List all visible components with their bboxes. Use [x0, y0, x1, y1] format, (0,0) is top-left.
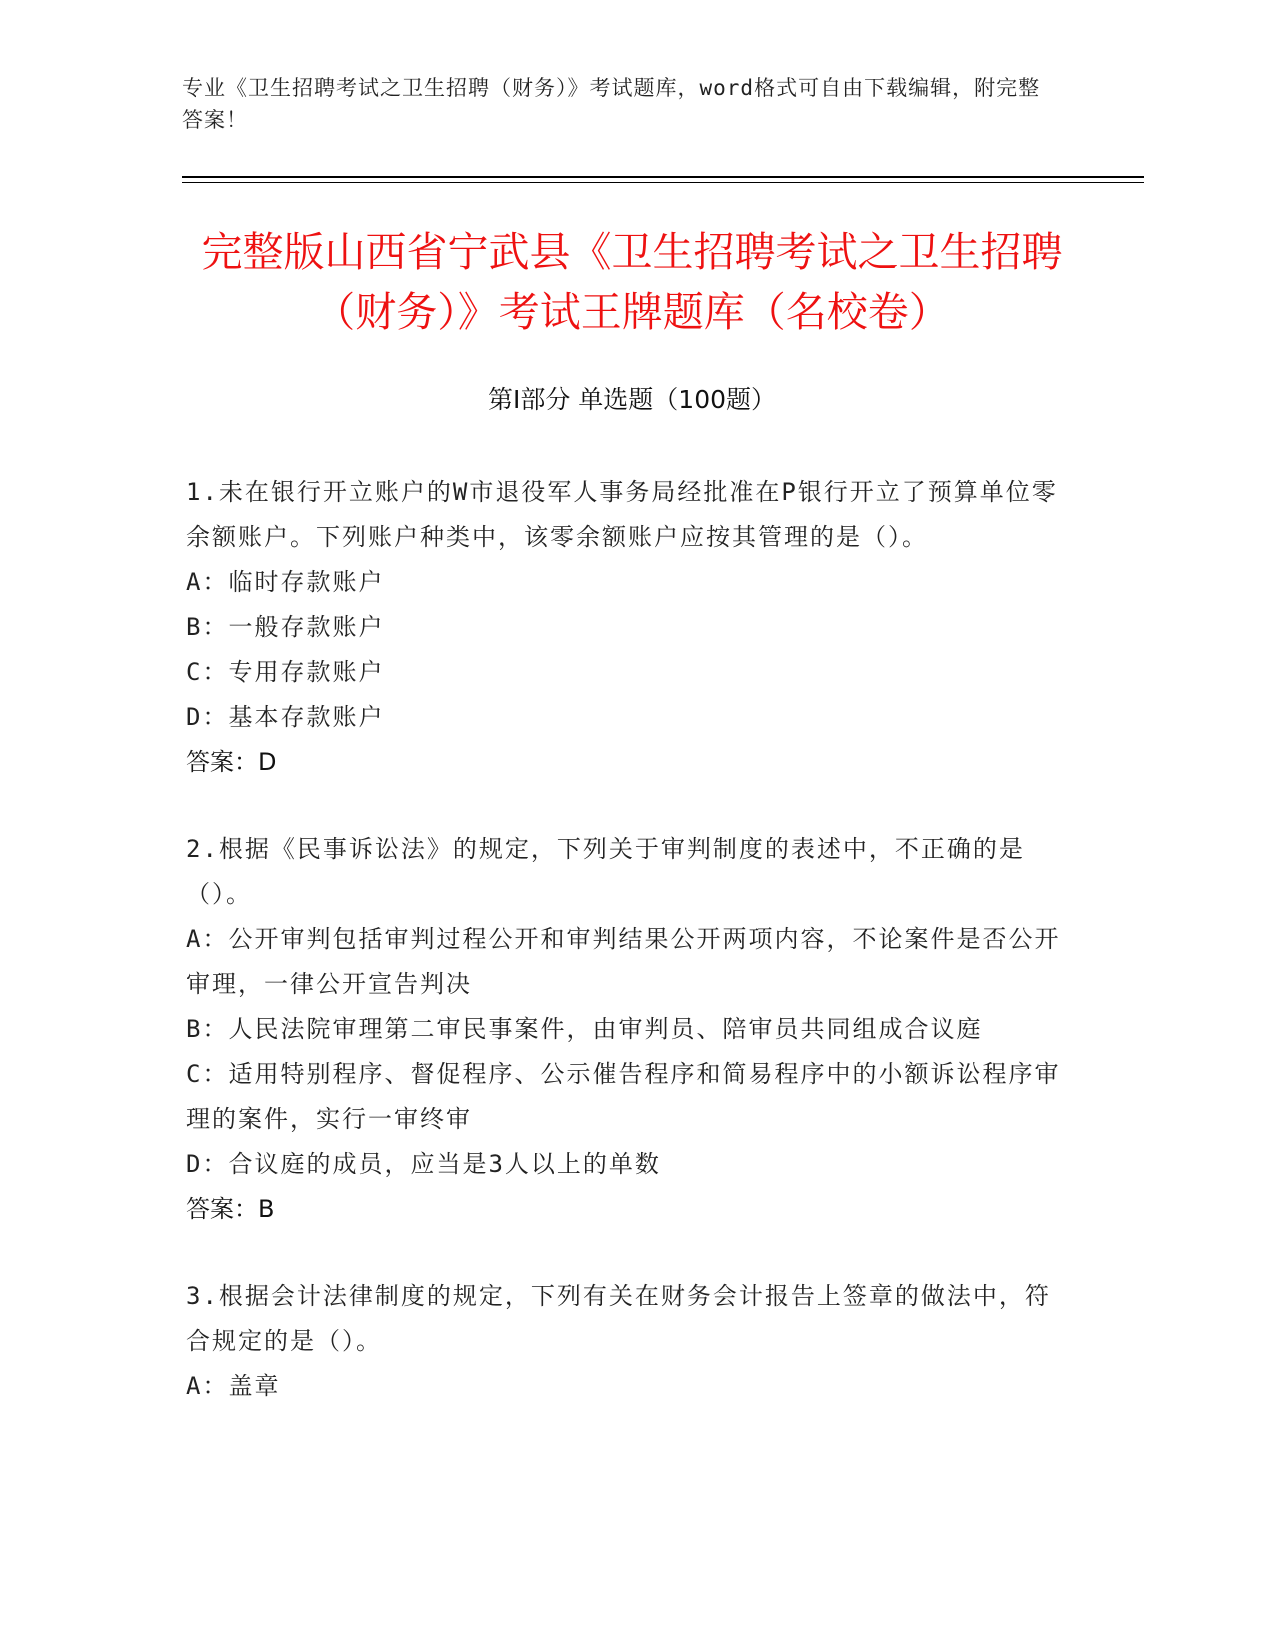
header-note: 专业《卫生招聘考试之卫生招聘（财务）》考试题库，word格式可自由下载编辑，附完整答案！ — [182, 76, 1041, 132]
option-b: B：一般存款账户 — [186, 613, 385, 641]
question-stem: 2.根据《民事诉讼法》的规定，下列关于审判制度的表述中，不正确的是（）。 — [186, 835, 1025, 908]
header-divider-thin — [182, 182, 1144, 183]
question-1 — [186, 470, 1066, 785]
header-divider-thick — [182, 176, 1144, 178]
section-heading: 第Ⅰ部分 单选题（100题） — [487, 385, 777, 414]
option-b: B：人民法院审理第二审民事案件，由审判员、陪审员共同组成合议庭 — [186, 1015, 983, 1043]
question-stem: 3.根据会计法律制度的规定，下列有关在财务会计报告上签章的做法中，符合规定的是（）。 — [186, 1282, 1051, 1355]
answer-line: 答案：D — [186, 748, 277, 776]
option-c: C：适用特别程序、督促程序、公示催告程序和简易程序中的小额诉讼程序审理的案件，实行一审终审 — [186, 1060, 1061, 1133]
option-d: D：基本存款账户 — [186, 703, 385, 731]
option-c: C：专用存款账户 — [186, 658, 385, 686]
option-d: D：合议庭的成员，应当是3人以上的单数 — [186, 1150, 661, 1178]
option-a: A：临时存款账户 — [186, 568, 385, 596]
question-3 — [186, 1274, 1066, 1409]
document-title: 完整版山西省宁武县《卫生招聘考试之卫生招聘（财务）》考试王牌题库（名校卷） — [201, 228, 1063, 336]
question-list — [186, 470, 1066, 1451]
option-a: A：公开审判包括审判过程公开和审判结果公开两项内容，不论案件是否公开审理，一律公开宣告判决 — [186, 925, 1061, 998]
answer-line: 答案：B — [186, 1195, 275, 1223]
option-a: A：盖章 — [186, 1372, 281, 1400]
question-stem: 1.未在银行开立账户的W市退役军人事务局经批准在P银行开立了预算单位零余额账户。下列账户种类中，该零余额账户应按其管理的是（）。 — [186, 478, 1058, 551]
question-2 — [186, 827, 1066, 1232]
